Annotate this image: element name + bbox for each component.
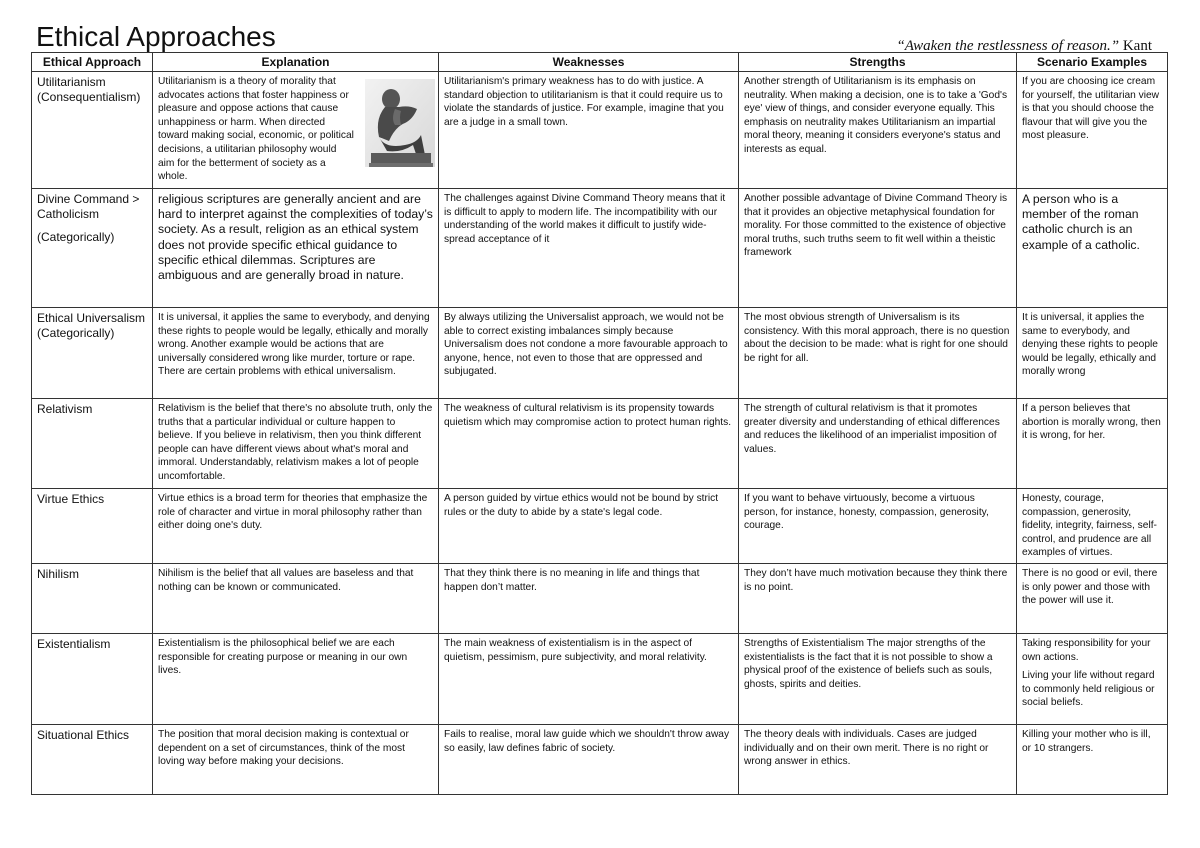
column-header: Explanation: [153, 53, 439, 72]
strength-text: Another strength of Utilitarianism is its emphasis on neutrality. When making a decision, one is to take a 'God's eye' view of things, and consider everyone equally. This emphasis on neutrality makes Utilitarianism an impartial moral theory, meaning it considers everyone's status and interests as equal.: [744, 76, 1008, 155]
explanation-text: It is universal, it applies the same to everybody, and denying these rights to people would be legally, ethically and morally wrong. Another example would be actions that are universally considered wrong like murder, torture or rape. There are certain problems with ethical universalism.: [158, 312, 430, 378]
weakness-text: By always utilizing the Universalist approach, we would not be able to correct existing imbalances simply because Universalism does not condone a more favourable approach to anyone, hence, not even to those that are oppressed and subjugated.: [444, 312, 728, 378]
weakness-cell: [439, 634, 739, 725]
explanation-cell: [153, 634, 439, 725]
strength-text: Strengths of Existentialism The major strengths of the existentialists is the fact that it is not possible to show a physical proof of the existence of beliefs such as souls, ghosts, spirits and deities.: [744, 638, 993, 690]
column-header: Weaknesses: [439, 53, 739, 72]
example-text: Living your life without regard to commonly held religious or social beliefs.: [1022, 670, 1155, 709]
weakness-text: A person guided by virtue ethics would not be bound by strict rules or the duty to abide by a state's legal code.: [444, 493, 719, 518]
explanation-cell: [153, 489, 439, 564]
explanation-cell: [153, 72, 439, 189]
strength-cell: [739, 308, 1017, 399]
example-text: Killing your mother who is ill, or 10 strangers.: [1022, 729, 1151, 754]
example-text: Honesty, courage, compassion, generosity, fidelity, integrity, fairness, self-control, and prudence are all examples of virtues.: [1022, 493, 1157, 559]
example-cell: [1017, 308, 1168, 399]
example-cell: [1017, 72, 1168, 189]
weakness-cell: [439, 399, 739, 489]
ethics-table: [31, 52, 1168, 795]
strength-cell: [739, 564, 1017, 634]
strength-text: The strength of cultural relativism is that it promotes greater diversity and understanding of ethical differences and reduces the likelihood of an imperialist imposition of values.: [744, 403, 1000, 455]
strength-cell: [739, 189, 1017, 308]
quote-text: “Awaken the restlessness of reason.”: [896, 38, 1120, 54]
weakness-text: The challenges against Divine Command Theory means that it is difficult to apply to modern life. The incompatibility with our understanding of the world makes it difficult to justify wide-spread acceptance of it: [444, 193, 726, 245]
strength-text: The most obvious strength of Universalism is its consistency. With this moral approach, there is no question about the decision to be made: what is right for one should be right for all.: [744, 312, 1010, 364]
explanation-cell: [153, 189, 439, 308]
weakness-text: Fails to realise, moral law guide which we shouldn't throw away so easily, law defines fabric of society.: [444, 729, 730, 754]
explanation-cell: [153, 308, 439, 399]
explanation-text: Utilitarianism is a theory of morality that advocates actions that foster happiness or pleasure and oppose actions that cause unhappiness or harm. When directed toward making social, economic, or political decisions, a utilitarian philosophy would aim for the betterment of society as a whole.: [158, 76, 354, 183]
explanation-text: Relativism is the belief that there's no absolute truth, only the truths that a particular individual or culture happen to believe. If you believe in relativism, then you think different people can have different views about what's moral and immoral. Understandably, relativism makes a lot of people uncomfortable.: [158, 403, 433, 482]
weakness-cell: [439, 725, 739, 795]
approach-cell: [32, 634, 153, 725]
strength-text: They don’t have much motivation because they think there is no point.: [744, 568, 1008, 593]
weakness-cell: [439, 308, 739, 399]
approach-text: Relativism: [37, 402, 93, 416]
strength-cell: [739, 72, 1017, 189]
table-header-row: [32, 53, 1168, 72]
example-text: If a person believes that abortion is morally wrong, then it is wrong, for her.: [1022, 403, 1161, 442]
example-text: Taking responsibility for your own actions.: [1022, 638, 1151, 663]
approach-text: Utilitarianism: [37, 75, 106, 89]
table-row: [32, 308, 1168, 399]
explanation-cell: [153, 725, 439, 795]
example-cell: [1017, 634, 1168, 725]
approach-text: Nihilism: [37, 567, 79, 581]
example-text: A person who is a member of the roman catholic church is an example of a catholic.: [1022, 192, 1140, 252]
example-cell: [1017, 399, 1168, 489]
thinker-statue-image: [365, 79, 435, 167]
approach-cell: [32, 725, 153, 795]
weakness-text: The main weakness of existentialism is in the aspect of quietism, pessimism, pure subjectivity, and moral relativity.: [444, 638, 707, 663]
approach-text: Situational Ethics: [37, 728, 130, 742]
explanation-cell: [153, 399, 439, 489]
approach-text: Virtue Ethics: [37, 492, 105, 506]
quote-author: Kant: [1122, 38, 1152, 54]
example-cell: [1017, 489, 1168, 564]
example-text: There is no good or evil, there is only power and those with the power will use it.: [1022, 568, 1158, 607]
column-header: Scenario Examples: [1017, 53, 1168, 72]
approach-cell: [32, 399, 153, 489]
strength-text: If you want to behave virtuously, become a virtuous person, for instance, honesty, compassion, generosity, courage.: [744, 493, 989, 532]
approach-cell: [32, 564, 153, 634]
weakness-text: That they think there is no meaning in life and things that happen don’t matter.: [444, 568, 700, 593]
approach-cell: [32, 308, 153, 399]
strength-text: The theory deals with individuals. Cases are judged individually and on their own merit. There is no right or wrong answer in ethics.: [744, 729, 989, 768]
table-row: [32, 564, 1168, 634]
weakness-cell: [439, 189, 739, 308]
explanation-text: religious scriptures are generally ancient and are hard to interpret against the complexities of today’s society. As a result, religion as an ethical system does not provide specific ethical guidance to specific ethical dilemmas. Scriptures are ambiguous and are generally broad in nature.: [158, 192, 433, 283]
example-text: It is universal, it applies the same to everybody, and denying these rights to people would be legally, ethically and morally wrong: [1022, 312, 1158, 378]
table-row: [32, 72, 1168, 189]
weakness-cell: [439, 72, 739, 189]
approach-cell: [32, 489, 153, 564]
explanation-text: Existentialism is the philosophical belief we are each responsible for creating purpose or meaning in our own lives.: [158, 638, 408, 677]
page-title: Ethical Approaches: [36, 21, 276, 52]
weakness-cell: [439, 489, 739, 564]
example-text: If you are choosing ice cream for yourself, the utilitarian view is that you should choose the flavour that will give you the most pleasure.: [1022, 76, 1160, 142]
weakness-text: Utilitarianism's primary weakness has to do with justice. A standard objection to utilitarianism is that it could require us to violate the standards of justice. For example, imagine that you are a judge in a small town.: [444, 76, 724, 128]
strength-cell: [739, 399, 1017, 489]
approach-text: Divine Command > Catholicism: [37, 192, 140, 221]
strength-cell: [739, 725, 1017, 795]
table-row: [32, 725, 1168, 795]
column-header: Strengths: [739, 53, 1017, 72]
approach-text: (Categorically): [37, 230, 115, 244]
explanation-text: The position that moral decision making is contextual or dependent on a set of circumstances, think of the most loving way before making your decisions.: [158, 729, 409, 768]
strength-text: Another possible advantage of Divine Command Theory is that it provides an objective metaphysical foundation for morality. For those committed to the existence of objective moral truths, such truths seem to fit well within a theistic framework: [744, 193, 1008, 259]
table-row: [32, 634, 1168, 725]
example-cell: [1017, 564, 1168, 634]
explanation-text: Virtue ethics is a broad term for theories that emphasize the role of character and virtue in moral philosophy rather than either doing one's duty.: [158, 493, 428, 532]
weakness-text: The weakness of cultural relativism is its propensity towards quietism which may compromise action to protect human rights.: [444, 403, 732, 428]
table-row: [32, 399, 1168, 489]
example-cell: [1017, 725, 1168, 795]
table-row: [32, 189, 1168, 308]
column-header: Ethical Approach: [32, 53, 153, 72]
strength-cell: [739, 489, 1017, 564]
approach-cell: [32, 72, 153, 189]
table-row: [32, 489, 1168, 564]
weakness-cell: [439, 564, 739, 634]
approach-cell: [32, 189, 153, 308]
strength-cell: [739, 634, 1017, 725]
explanation-text: Nihilism is the belief that all values are baseless and that nothing can be known or communicated.: [158, 568, 414, 593]
example-cell: [1017, 189, 1168, 308]
approach-text: (Consequentialism): [37, 90, 141, 104]
explanation-cell: [153, 564, 439, 634]
approach-text: Existentialism: [37, 637, 111, 651]
approach-text: Ethical Universalism (Categorically): [37, 311, 146, 340]
